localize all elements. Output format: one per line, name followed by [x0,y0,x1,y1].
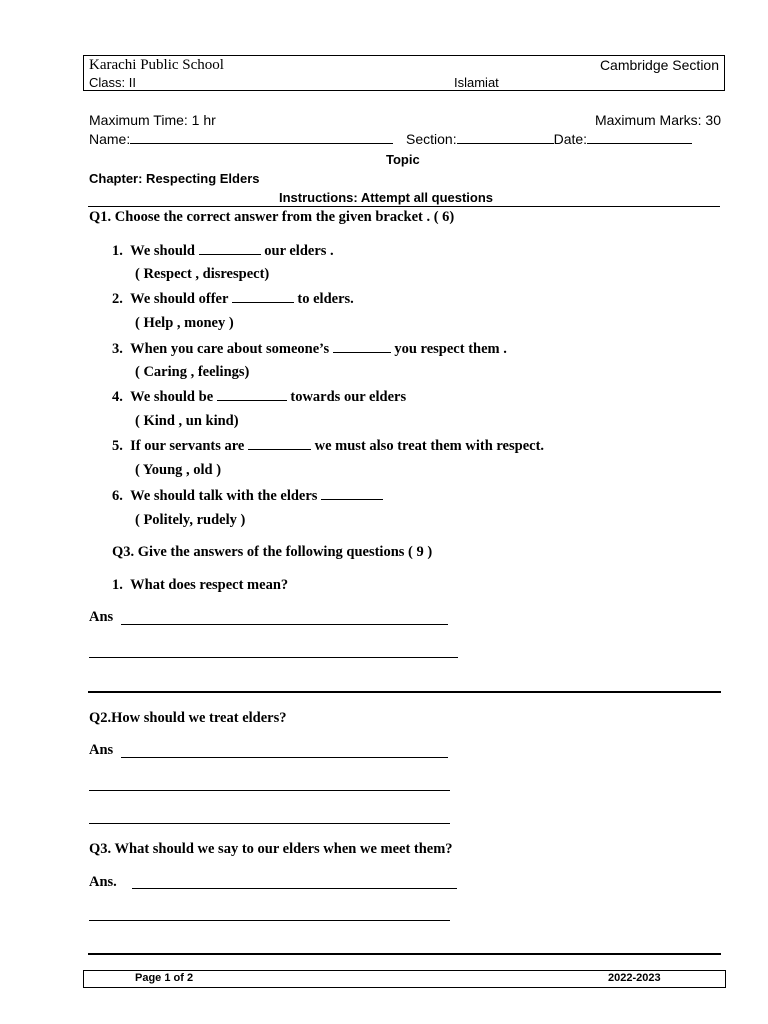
q1-options-4: ( Kind , un kind) [135,413,239,429]
section-blank [457,131,554,144]
answer-blank [217,388,287,401]
q1-options-2: ( Help , money ) [135,315,234,331]
answer-blank [199,242,261,255]
item-text: We should be [130,389,217,405]
item-text: We should talk with the elders [130,488,322,504]
q1-item-6 [112,487,383,505]
answer-line[interactable] [89,920,450,921]
section-divider [88,953,721,955]
topic-label: Topic [386,152,420,167]
item-text: to elders. [293,291,354,307]
q1-item-5 [112,437,544,455]
item-number: 6. [112,488,123,504]
q3-heading: Q3. What should we say to our elders when we meet them? [89,841,453,857]
subject-label: Islamiat [454,75,499,90]
item-number: 1. [112,243,123,259]
answer-blank [333,340,391,353]
q3-question-1 [112,577,288,594]
max-marks: Maximum Marks: 30 [594,112,721,128]
answer-line[interactable] [121,624,448,625]
answer-label: Ans [89,609,114,625]
section-field-label: Section: [406,131,457,147]
item-text: you respect them . [390,341,507,357]
answer-line[interactable] [89,823,450,824]
item-number: 3. [112,341,123,357]
answer-blank [321,487,383,500]
q1-item-4 [112,388,406,406]
item-text: When you care about someone’s [130,341,333,357]
chapter-label: Chapter: Respecting Elders [89,171,260,186]
item-number: 1. [112,577,123,593]
section-field [406,131,692,147]
q1-options-6: ( Politely, rudely ) [135,512,246,528]
answer-label: Ans [89,742,114,758]
item-text: If our servants are [130,438,248,454]
name-field [89,131,393,147]
item-text: towards our elders [286,389,407,405]
q1-item-2 [112,290,354,308]
item-number: 4. [112,389,123,405]
answer-label: Ans. [89,874,117,890]
q1-heading: Q1. Choose the correct answer from the given bracket . ( 6) [89,209,455,225]
name-blank [130,131,393,144]
page-number: Page 1 of 2 [135,972,194,984]
section-name: Cambridge Section [599,57,719,73]
school-year: 2022-2023 [608,972,661,984]
item-number: 2. [112,291,123,307]
answer-blank [248,437,311,450]
answer-blank [232,290,294,303]
item-text: we must also treat them with respect. [311,438,545,454]
instructions-rule [88,206,720,207]
item-text: We should offer [130,291,232,307]
q1-item-3 [112,340,507,358]
item-text: We should [130,243,199,259]
class-label: Class: II [89,75,136,90]
answer-line[interactable] [89,790,450,791]
q2-heading: Q2.How should we treat elders? [89,710,287,726]
q1-options-5: ( Young , old ) [135,462,222,478]
q1-item-1 [112,242,334,260]
name-label: Name: [89,131,131,147]
instructions: Instructions: Attempt all questions [279,190,494,205]
item-text: our elders . [260,243,334,259]
q1-options-3: ( Caring , feelings) [135,364,250,380]
school-name: Karachi Public School [89,57,224,73]
item-number: 5. [112,438,123,454]
answer-line[interactable] [89,657,458,658]
answer-line[interactable] [132,888,457,889]
max-time: Maximum Time: 1 hr [89,112,216,128]
date-label: Date: [553,131,588,147]
date-blank [587,131,692,144]
question-text: What does respect mean? [130,577,289,593]
section-divider [88,691,721,693]
q1-options-1: ( Respect , disrespect) [135,266,270,282]
answer-line[interactable] [121,757,448,758]
q3-section-heading: Q3. Give the answers of the following questions ( 9 ) [112,544,433,560]
